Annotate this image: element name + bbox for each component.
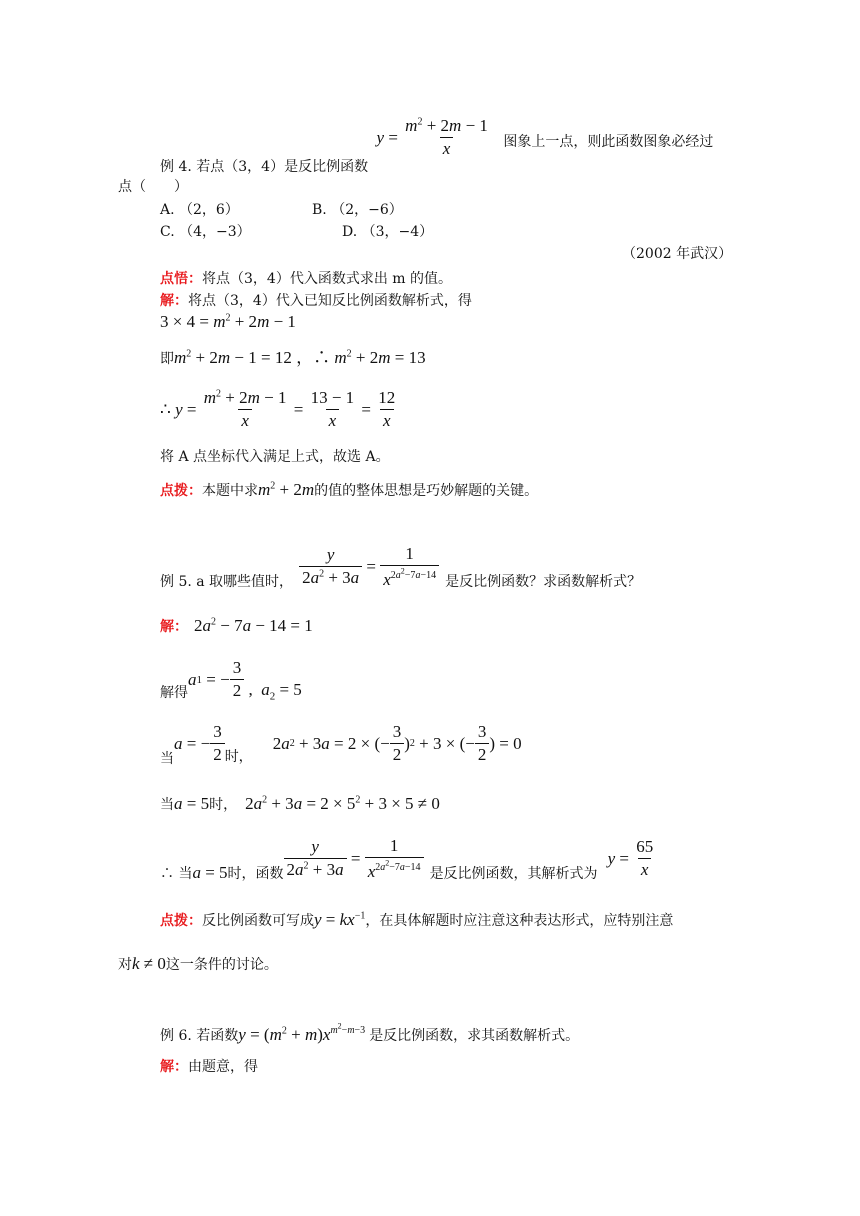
ex4-label: 例 4. 若点（3，4）是反比例函数 — [160, 158, 369, 175]
ex5-conclusion: ∴ 当 a = 5 时，函数 $\frac{y}{2a^2 + 3a}$ = $\frac{1}{x^{2a^2-7a-14}}$ 是反比例函数，其解析式为 y = $\frac{65}{x}$ — [160, 836, 656, 882]
ex4-conclusion: 将 A 点坐标代入满足上式，故选 A。 — [160, 449, 390, 465]
ex5-case-2: 当a = 5时， $2a^2 + 3a = 2 \times 5^2 + 3 \times 5 \ne 0$ — [160, 794, 440, 813]
ex5-roots: 解得 a 1 = − $\frac{3}{2}$ , $a_2 = 5$ — [160, 658, 302, 703]
hint-label: 点悟： — [160, 271, 202, 287]
ex6-solution: 解：由题意，得 — [160, 1059, 258, 1075]
ex5-tip-2: 对k ≠ 0这一条件的讨论。 — [118, 954, 278, 973]
ex5-result: y = $\frac{65}{x}$ — [607, 837, 654, 880]
hint-text: 将点（3，4）代入函数式求出 m 的值。 — [202, 271, 452, 287]
ex4-equation-1: $3 \times 4 = m^2 + 2m - 1$ — [160, 312, 296, 331]
ex4-option-d: D. （3，−4） — [342, 224, 434, 240]
ex5-solution: 解： $2a^2 - 7a - 14 = 1$ — [160, 616, 313, 635]
ex6-question: 例 6. 若函数$y = (m^2 + m)x^{m^2-m-3}$ 是反比例函数，求其函数解析式。 — [160, 1022, 580, 1044]
ex4-option-a: A. （2，6） — [160, 202, 239, 218]
ex4-equation-2: 即$m^2 + 2m - 1 = 12$ ，∴ $m^2 + 2m = 13$ — [160, 348, 426, 367]
ex5-tip: 点拨：反比例函数可写成$y = kx^{-1}$，在具体解题时应注意这种表达形式，应特别注意 — [160, 910, 674, 929]
ex5-question — [160, 544, 641, 590]
ex4-hint — [160, 268, 452, 288]
tip-label: 点拨： — [160, 483, 202, 499]
ex4-option-c: C. （4，−3） — [160, 224, 251, 240]
ex4-equation-3: ∴ y = $\frac{m^2 + 2m - 1}{x}$ = $\frac{13 - 1}{x}$ = $\frac{12}{x}$ — [160, 388, 396, 430]
ex4-solution — [160, 290, 472, 310]
ex5-label: 例 5. a 取哪些值时， — [160, 573, 294, 590]
ex4-function-fraction: $\frac{m^2 + 2m - 1}{x}$ — [405, 116, 488, 158]
ex4-option-b: B. （2，−6） — [312, 202, 403, 218]
solution-text: 将点（3，4）代入已知反比例函数解析式，得 — [188, 293, 472, 309]
ex4-question — [160, 116, 714, 175]
ex5-case-1: 当 a = − $\frac{3}{2}$ 时， 2 a 2 + 3 a = 2 × (− $\frac{3}{2}$ ) 2 + 3 × (− $\frac{3}{2}$ ) = 0 — [160, 722, 522, 767]
ex5-equation: $\frac{y}{2a^2 + 3a}$ = $\frac{1}{x^{2a^2-7a-14}}$ — [299, 544, 439, 590]
ex5-tail: 是反比例函数？求函数解析式？ — [445, 573, 642, 590]
solution-label: 解： — [160, 293, 188, 309]
ex4-tip: 点拨：本题中求$m^2 + 2m$的值的整体思想是巧妙解题的关键。 — [160, 480, 539, 499]
ex4-tail: 图象上一点，则此函数图象必经过 — [503, 133, 714, 150]
ex4-function: y = $\frac{m^2 + 2m - 1}{x}$ — [377, 116, 491, 159]
ex4-tail2: 点（ ） — [118, 179, 188, 195]
ex4-source: （2002 年武汉） — [622, 246, 733, 262]
